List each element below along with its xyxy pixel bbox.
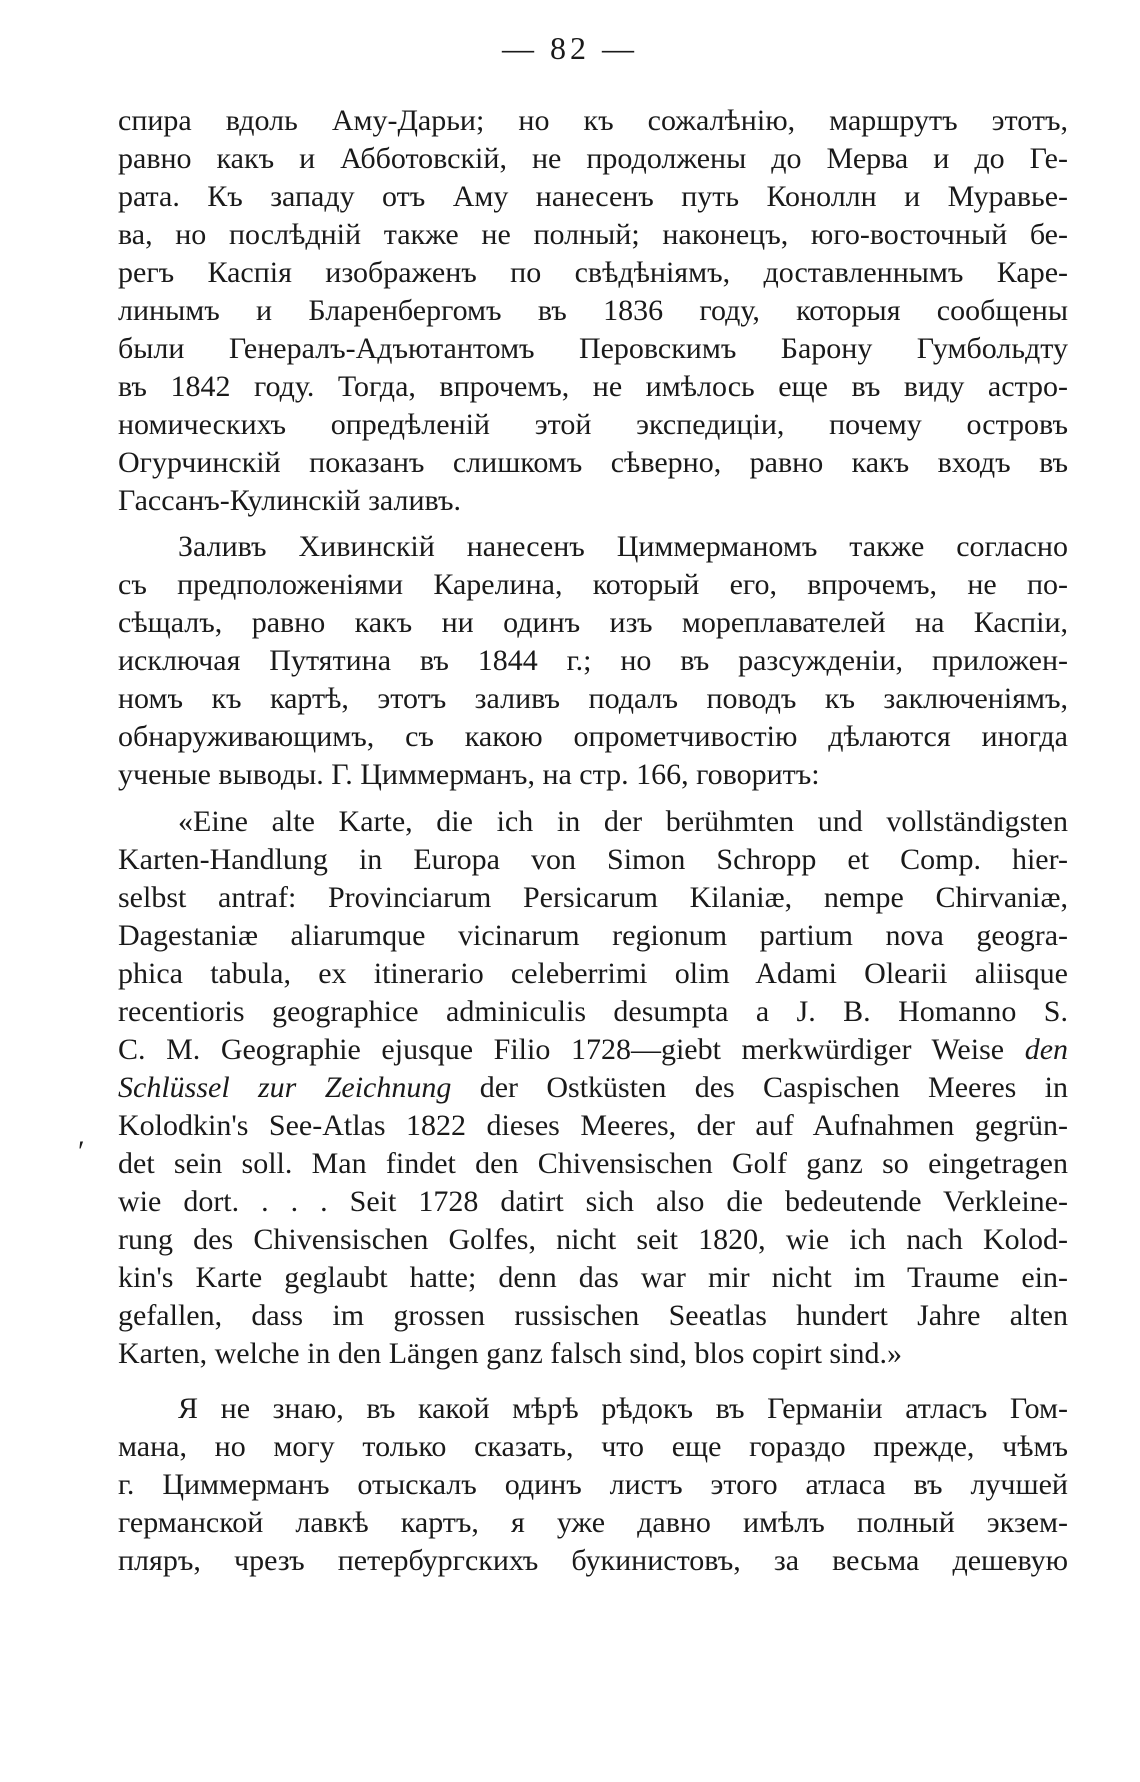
quote-line: Kolodkin's See-Atlas 1822 dieses Meeres, der auf Aufnahmen gegrün-	[118, 1109, 1068, 1142]
quote-italic-text: den	[1024, 1033, 1068, 1066]
text-line: сѣщалъ, равно какъ ни одинъ изъ мореплавателей на Каспіи,	[118, 606, 1068, 639]
quote-line: «Eine alte Karte, die ich in der berühmten und vollständigsten	[178, 805, 1068, 838]
quote-line: det sein soll. Man findet den Chivensischen Golf ganz so eingetragen	[118, 1147, 1068, 1180]
text-line: Я не знаю, въ какой мѣрѣ рѣдокъ въ Германіи атласъ Гом-	[178, 1392, 1068, 1425]
german-quotation	[118, 803, 1068, 1373]
text-line: были Генералъ-Адъютантомъ Перовскимъ Барону Гумбольдту	[118, 332, 1068, 365]
quote-line: Karten-Handlung in Europa von Simon Schropp et Comp. hier-	[118, 843, 1068, 876]
text-line: Гассанъ-Кулинскій заливъ.	[118, 484, 461, 517]
text-line: г. Циммерманъ отыскалъ одинъ листъ этого атласа въ лучшей	[118, 1468, 1068, 1501]
paragraph-1	[118, 102, 1068, 520]
text-line: ва, но послѣдній также не полный; наконецъ, юго-восточный бе-	[118, 218, 1068, 251]
text-line: обнаруживающимъ, съ какою опрометчивостію дѣлаются иногда	[118, 720, 1068, 753]
quote-line: recentioris geographice adminiculis desumpta a J. B. Homanno S.	[118, 995, 1068, 1028]
text-line: спира вдоль Аму-Дарьи; но къ сожалѣнію, маршрутъ этотъ,	[118, 104, 1068, 137]
paragraph-2	[118, 528, 1068, 794]
text-line: рата. Къ западу отъ Аму нанесенъ путь Коноллн и Муравье-	[118, 180, 1068, 213]
paragraph-3	[118, 1390, 1068, 1580]
quote-line: kin's Karte geglaubt hatte; denn das war mir nicht im Traume ein-	[118, 1261, 1068, 1294]
text-line: мана, но могу только сказать, что еще гораздо прежде, чѣмъ	[118, 1430, 1068, 1463]
quote-line: gefallen, dass im grossen russischen Seeatlas hundert Jahre alten	[118, 1299, 1068, 1332]
text-line: пляръ, чрезъ петербургскихъ букинистовъ, за весьма дешевую	[118, 1544, 1068, 1577]
quote-line	[118, 1069, 1068, 1107]
quote-line: phica tabula, ex itinerario celeberrimi olim Adami Olearii aliisque	[118, 957, 1068, 990]
text-line: линымъ и Бларенбергомъ въ 1836 году, которыя сообщены	[118, 294, 1068, 327]
text-line: Заливъ Хивинскій нанесенъ Циммерманомъ также согласно	[178, 530, 1068, 563]
quote-line: rung des Chivensischen Golfes, nicht seit 1820, wie ich nach Kolod-	[118, 1223, 1068, 1256]
quote-line-text: der Ostküsten des Caspischen Meeres in	[479, 1071, 1068, 1104]
text-line: номъ къ картѣ, этотъ заливъ подалъ поводъ къ заключеніямъ,	[118, 682, 1068, 715]
text-line: въ 1842 году. Тогда, впрочемъ, не имѣлось еще въ виду астро-	[118, 370, 1068, 403]
quote-italic-text: Schlüssel zur Zeichnung	[118, 1071, 452, 1104]
quote-line: selbst antraf: Provinciarum Persicarum Kilaniæ, nempe Chirvaniæ,	[118, 881, 1068, 914]
quote-line: Karten, welche in den Längen ganz falsch sind, blos copirt sind.»	[118, 1337, 902, 1370]
text-line: съ предположеніями Карелина, который его, впрочемъ, не по-	[118, 568, 1068, 601]
text-line: германской лавкѣ картъ, я уже давно имѣлъ полный экзем-	[118, 1506, 1068, 1539]
quote-line: Dagestaniæ aliarumque vicinarum regionum partium nova geogra-	[118, 919, 1068, 952]
quote-line	[118, 1031, 1068, 1069]
text-line: номическихъ опредѣленій этой экспедиціи, почему островъ	[118, 408, 1068, 441]
margin-mark: ʹ	[78, 1135, 85, 1168]
text-line: равно какъ и Абботовскій, не продолжены до Мерва и до Ге-	[118, 142, 1068, 175]
text-line: Огурчинскій показанъ слишкомъ сѣверно, равно какъ входъ въ	[118, 446, 1068, 479]
quote-line: wie dort. . . . Seit 1728 datirt sich also die bedeutende Verkleine-	[118, 1185, 1068, 1218]
text-line: регъ Каспія изображенъ по свѣдѣніямъ, доставленнымъ Каре-	[118, 256, 1068, 289]
quote-line-text: C. M. Geographie ejusque Filio 1728—giebt merkwürdiger Weise	[118, 1033, 1005, 1066]
page-number: — 82 —	[502, 30, 638, 66]
text-line: исключая Путятина въ 1844 г.; но въ разсужденіи, приложен-	[118, 644, 1068, 677]
text-line: ученые выводы. Г. Циммерманъ, на стр. 166, говоритъ:	[118, 758, 820, 791]
